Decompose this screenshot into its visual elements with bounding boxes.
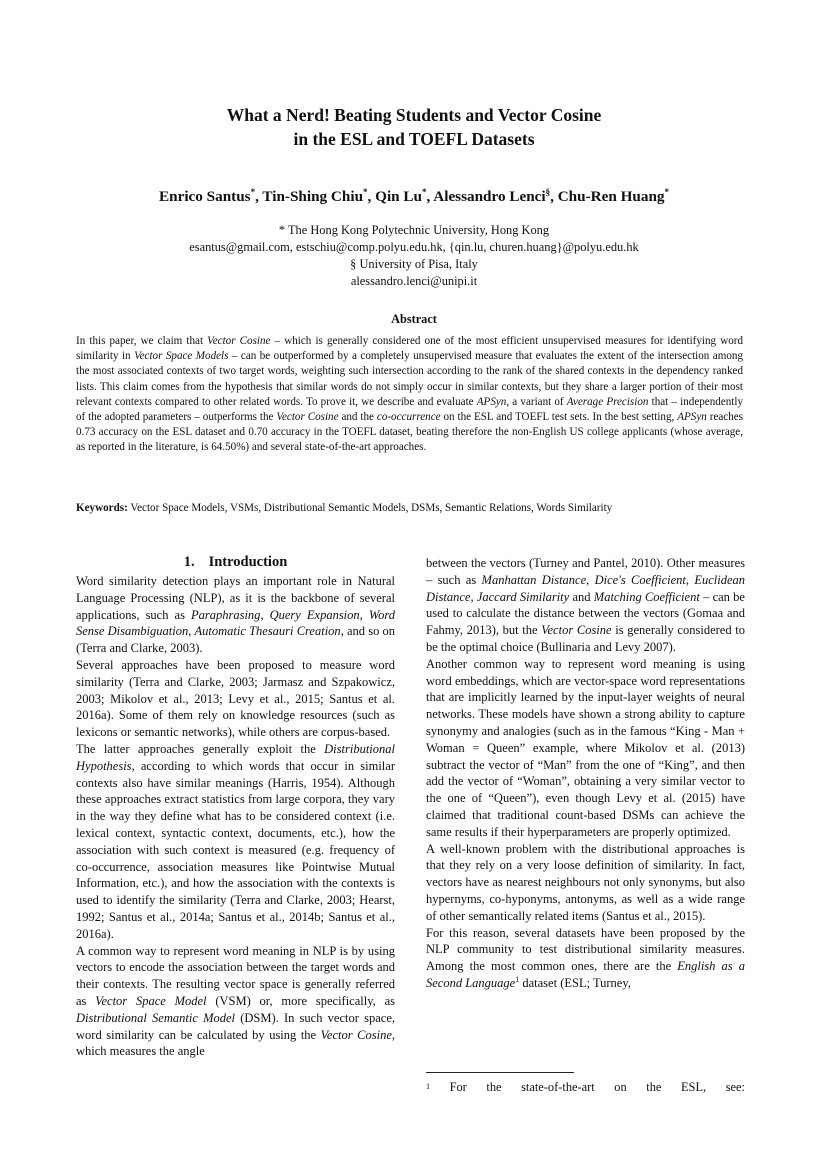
abstract-text: that – independently of the adopted parameters – outperforms the [76,395,743,424]
body-term: Paraphrasing [190,607,261,622]
body-term: Distributional Semantic Model [76,1010,235,1025]
author-name: Qin Lu [375,188,422,206]
author-name: Alessandro Lenci [433,188,546,206]
abstract-term: APSyn [677,411,707,424]
body-text: (DSM). In such vector space, word similarity can be calculated by using the [76,1010,395,1042]
body-text: and [569,589,594,604]
footnote-word [426,1079,430,1098]
abstract-text: , a variant of [506,395,567,408]
abstract-term: Average Precision [566,395,649,408]
section-heading [76,553,395,571]
abstract-text: on the ESL and TOEFL test sets. In the best setting, [440,411,678,424]
footnote-word: the [646,1080,662,1094]
abstract-text: reaches 0.73 accuracy on the ESL dataset and 0.70 accuracy in the TOEFL dataset, beating therefore the non-English US college applicants (whose average, as reported in the literature, is 64.50%) and several state-of-the-art approaches. [76,411,743,454]
body-text: , and so on (Terra and Clarke, 2003). [76,624,395,656]
footnote-word: the [486,1080,502,1094]
affiliations [0,222,828,290]
abstract-term: Vector Cosine [276,411,339,424]
author-mark: * [250,187,256,197]
paper-title [0,103,828,151]
footnote-word: see: [725,1080,745,1094]
affiliation-line: * The Hong Kong Polytechnic University, Hong Kong [278,223,550,237]
body-text: between the vectors (Turney and Pantel, 2010). Other measures – such as [426,556,745,587]
footnote-word: on [614,1080,627,1094]
section-title: Introduction [208,554,288,570]
body-paragraph [426,925,745,992]
abstract-text: and the [338,411,377,424]
keywords-label: Keywords: [76,502,128,514]
body-text: , which measures the angle [76,1027,395,1059]
body-paragraph [76,741,395,943]
footnote-divider [426,1072,574,1073]
body-text: is generally considered to be the optimal choice (Bullinaria and Levy 2007). [426,623,745,654]
body-text: (VSM) or, more specifically, as [206,993,395,1008]
abstract-body [76,334,743,456]
section-number: 1. [183,554,195,570]
body-text: , [470,589,477,604]
author-name: Chu-Ren Huang [557,188,665,206]
body-paragraph: A well-known problem with the distributional approaches is that they rely on a very loose definition of similarity. In fact, vectors have as nearest neighbours not only synonyms, but also hypernyms, co-hyponyms, antonyms, as well as a wide range of other semantically related items (Santus et al., 2015). [426,841,745,923]
body-term: Matching Coefficient [593,589,700,604]
body-text: , [586,572,595,587]
keywords-text: Vector Space Models, VSMs, Distributional Semantic Models, DSMs, Semantic Relations, Words Similarity [127,502,613,514]
abstract-term: APSyn [476,395,507,408]
body-paragraph [76,573,395,657]
abstract-heading: Abstract [391,312,437,326]
email-line: alessandro.lenci@unipi.it [350,274,478,288]
abstract-text: In this paper, we claim that [76,335,208,347]
right-column [426,555,745,992]
body-text: , according to which words that occur in similar contexts also have similar meanings (Harris, 1954). Although these approaches extract statistics from large corpora, they vary in the way they define what has to be considered context (i.e. lexical context, syntactic context, documents, etc.), how the association with such context is measured (e.g. frequency of co-occurrence, association measures like Pointwise Mutual Information, etc.), and how the association with the contexts is used to identify the similarity (Terra and Clarke, 2003; Hearst, 1992; Santus et al., 2014a; Santus et al., 2014b; Santus et al., 2016a). [76,758,395,941]
body-term: Vector Cosine [541,623,612,638]
body-term: Dice's Coefficient [594,572,686,587]
body-text: , [359,607,369,622]
body-paragraph: Several approaches have been proposed to measure word similarity (Terra and Clarke, 2003; Jarmasz and Szpakowicz, 2003; Mikolov et al., 2013; Levy et al., 2015; Santus et al. 2016a). Some of them rely on knowledge resources (such as lexicons or semantic networks), while others are corpus-based. [76,657,395,740]
body-term: Euclidean Distance [426,572,746,604]
abstract-text: – which is generally considered one of the most efficient unsupervised measures for identifying word similarity in [76,335,743,363]
body-text: A common way to represent word meaning in NLP is by using vectors to encode the association between the target words and their contexts. The resulting vector space is generally referred as [76,943,395,1008]
body-paragraph: Another common way to represent word meaning is using word embeddings, which are vector-space word representations that are implicitly learned by the input-layer weights of neural networks. These models have shown a strong ability to capture synonymy and analogies (such as in the famous “King - Man + Woman = Queen” example, where Mikolov et al. (2013) subtract the vector of “Man” from the one of “King”, and then add the vector of “Woman”, obtaining a very similar vector to the one of “Queen”), even though Levy et al. (2015) have claimed that traditional count-based DSMs can achieve the same results if their hyperparameters are properly optimized. [426,656,745,839]
footnote [426,1079,745,1098]
author-mark: * [421,187,427,197]
body-term: English as a Second Language [426,959,746,990]
body-text: dataset (ESL; Turney, [519,975,631,990]
body-term: Vector Space Model [95,993,207,1008]
author-mark: * [664,187,669,197]
abstract-text: – can be outperformed by a completely unsupervised measure that evaluates the extent of the intersection among the most associated contexts of two target words, weighting such intersection according to the rank of the shared contexts in the dependency ranked lists. This claim comes from the hypothesis that similar words do not simply occur in similar contexts, but they share a larger portion of their most relevant contexts compared to other related words. To prove it, we describe and evaluate [76,350,743,408]
author-name: Enrico Santus [159,188,251,206]
body-text: – can be used to calculate the distance between the vectors (Gomaa and Fahmy, 2013), but the [426,589,745,638]
body-text: , [685,572,695,587]
body-term: Manhattan Distance [481,572,587,587]
affiliation-line: § University of Pisa, Italy [350,257,478,271]
body-term: Word Sense Disambiguation [76,607,396,639]
footnote-word: ESL, [680,1080,707,1094]
footnote-word: state-of-the-art [521,1080,595,1094]
author-list: Enrico Santus*, Tin-Shing Chiu*, Qin Lu*, Alessandro Lenci§, Chu-Ren Huang* [159,187,669,206]
body-term: Vector Cosine [320,1027,392,1042]
body-paragraph [426,555,745,656]
author-mark: * [363,187,368,197]
keywords-line [76,502,756,514]
title-line-1: What a Nerd! Beating Students and Vector Cosine [226,105,602,125]
title-line-2: in the ESL and TOEFL Datasets [293,129,535,149]
footnote-reference[interactable]: 1 [515,974,520,984]
body-term: Distributional Hypothesis [76,741,395,773]
body-text: The latter approaches generally exploit the [76,741,325,756]
body-paragraph [76,943,395,1061]
body-text: For this reason, several datasets have been proposed by the NLP community to test distributional similarity measures. Among the most common ones, there are the [426,925,745,974]
email-line: esantus@gmail.com, estschiu@comp.polyu.edu.hk, {qin.lu, churen.huang}@polyu.edu.hk [189,240,639,254]
footnote-word: For [449,1080,467,1094]
body-term: Automatic Thesauri Creation [194,624,341,639]
body-text: Word similarity detection plays an important role in Natural Language Processing (NLP), as it is the backbone of several applications, such as [76,574,395,622]
abstract-term: Vector Cosine [207,335,271,347]
author-name: Tin-Shing Chiu [262,188,364,206]
abstract-term: Vector Space Models [134,350,229,363]
abstract-paragraph [76,334,743,456]
left-column [76,553,395,1060]
body-term: Jaccard Similarity [476,589,570,604]
body-text: , [188,624,195,639]
footnote-mark: 1 [426,1082,430,1091]
body-text: , [260,607,270,622]
abstract-term: co-occurrence [376,411,441,424]
author-mark: § [545,187,551,197]
body-term: Query Expansion [269,607,360,622]
